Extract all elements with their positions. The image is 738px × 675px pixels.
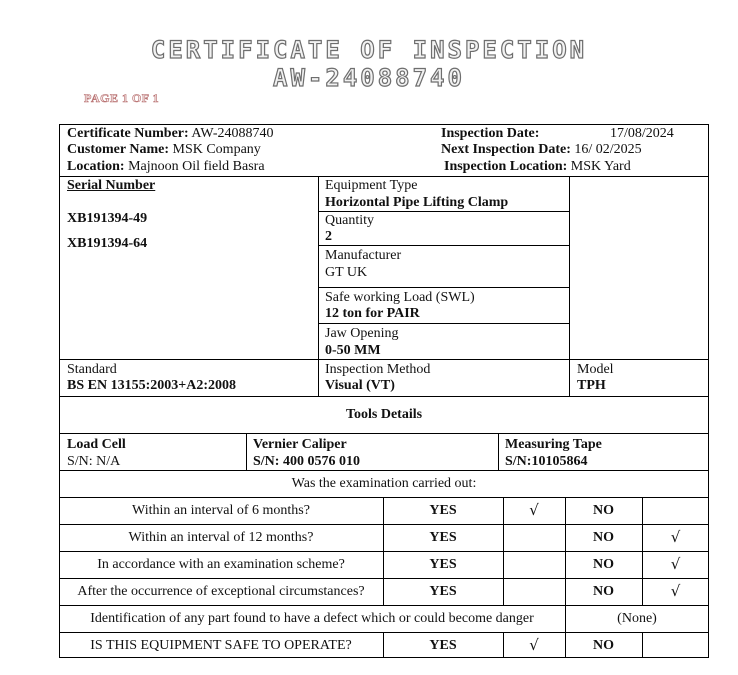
next-inspection-value: 16/ 02/2025 xyxy=(574,142,642,157)
tools-heading: Tools Details xyxy=(345,407,423,422)
divider xyxy=(59,176,709,177)
jaw-opening-value: 0-50 MM xyxy=(325,343,381,358)
standard-value: BS EN 13155:2003+A2:2008 xyxy=(67,378,236,393)
no-label: NO xyxy=(593,503,614,518)
no-label: NO xyxy=(593,584,614,599)
cert-number-value: AW-24088740 xyxy=(191,126,274,141)
certificate-number-title: AW-24088740 xyxy=(273,64,465,92)
defect-label: Identification of any part found to have a defect which or could become danger xyxy=(90,611,534,626)
exam-row-label: Within an interval of 6 months? xyxy=(132,503,310,518)
manufacturer-label: Manufacturer xyxy=(325,248,402,263)
quantity-label: Quantity xyxy=(325,213,374,228)
divider xyxy=(498,434,499,471)
jaw-opening-label: Jaw Opening xyxy=(325,326,399,341)
cert-number-row xyxy=(67,126,274,142)
yes-label: YES xyxy=(429,557,457,572)
safe-no-label: NO xyxy=(593,638,614,653)
serial-number-2: XB191394-64 xyxy=(67,236,148,251)
equipment-type-value: Horizontal Pipe Lifting Clamp xyxy=(325,195,509,210)
location-value: Majnoon Oil field Basra xyxy=(128,159,265,174)
location-label: Location: xyxy=(67,159,125,174)
certificate-title: CERTIFICATE OF INSPECTION xyxy=(150,36,588,64)
divider xyxy=(59,551,709,552)
next-inspection-label: Next Inspection Date: xyxy=(441,142,571,157)
divider xyxy=(59,396,709,397)
next-inspection-row xyxy=(441,142,642,158)
measuring-tape-label: Measuring Tape xyxy=(505,437,602,452)
yes-label: YES xyxy=(429,584,457,599)
page-label: PAGE 1 OF 1 xyxy=(84,91,160,105)
divider xyxy=(59,578,709,579)
measuring-tape-sn: S/N:10105864 xyxy=(505,454,588,469)
safe-to-operate-label: IS THIS EQUIPMENT SAFE TO OPERATE? xyxy=(90,638,352,653)
divider xyxy=(318,323,569,324)
equipment-type-label: Equipment Type xyxy=(325,178,418,193)
caliper-sn: S/N: 400 0576 010 xyxy=(253,454,360,469)
divider xyxy=(246,434,247,471)
defect-value: (None) xyxy=(617,611,657,626)
divider xyxy=(318,177,319,397)
standard-label: Standard xyxy=(67,362,117,377)
divider xyxy=(59,433,709,434)
no-check-icon: √ xyxy=(670,555,681,573)
safe-yes-label: YES xyxy=(429,638,457,653)
quantity-value: 2 xyxy=(325,229,332,244)
inspection-method-value: Visual (VT) xyxy=(325,378,395,393)
model-label: Model xyxy=(577,362,614,377)
swl-value: 12 ton for PAIR xyxy=(325,306,420,321)
divider xyxy=(569,177,570,397)
yes-label: YES xyxy=(429,503,457,518)
divider xyxy=(59,359,709,360)
divider xyxy=(59,632,709,633)
inspection-location-label: Inspection Location: xyxy=(444,159,568,174)
safe-yes-check-icon: √ xyxy=(529,636,539,654)
no-check-icon: √ xyxy=(670,582,681,600)
inspection-location-value: MSK Yard xyxy=(570,159,631,174)
customer-label: Customer Name: xyxy=(67,142,169,157)
divider xyxy=(318,287,569,288)
model-value: TPH xyxy=(577,378,606,393)
load-cell-sn: S/N: N/A xyxy=(67,454,121,469)
divider xyxy=(59,605,709,606)
inspection-method-label: Inspection Method xyxy=(325,362,431,377)
inspection-date-value: 17/08/2024 xyxy=(610,126,674,141)
no-check-icon: √ xyxy=(670,528,681,546)
customer-value: MSK Company xyxy=(172,142,261,157)
caliper-label: Vernier Caliper xyxy=(253,437,347,452)
no-label: NO xyxy=(593,530,614,545)
divider xyxy=(59,497,709,498)
divider xyxy=(318,211,569,212)
divider xyxy=(59,470,709,471)
yes-check-icon: √ xyxy=(529,501,539,519)
divider xyxy=(59,524,709,525)
load-cell-label: Load Cell xyxy=(67,437,126,452)
divider xyxy=(642,633,643,658)
yes-label: YES xyxy=(429,530,457,545)
cert-number-label: Certificate Number: xyxy=(67,126,189,141)
serial-number-label: Serial Number xyxy=(67,178,156,193)
inspection-location-row xyxy=(444,159,631,175)
location-row xyxy=(67,159,265,175)
no-label: NO xyxy=(593,557,614,572)
divider xyxy=(318,245,569,246)
manufacturer-value: GT UK xyxy=(325,265,368,280)
inspection-date-label: Inspection Date: xyxy=(441,126,540,141)
customer-row xyxy=(67,142,261,158)
exam-row-label: In accordance with an examination scheme? xyxy=(97,557,345,572)
exam-row-label: After the occurrence of exceptional circumstances? xyxy=(77,584,365,599)
swl-label: Safe working Load (SWL) xyxy=(325,290,475,305)
exam-row-label: Within an interval of 12 months? xyxy=(128,530,314,545)
serial-number-1: XB191394-49 xyxy=(67,211,148,226)
exam-question: Was the examination carried out: xyxy=(291,476,477,491)
